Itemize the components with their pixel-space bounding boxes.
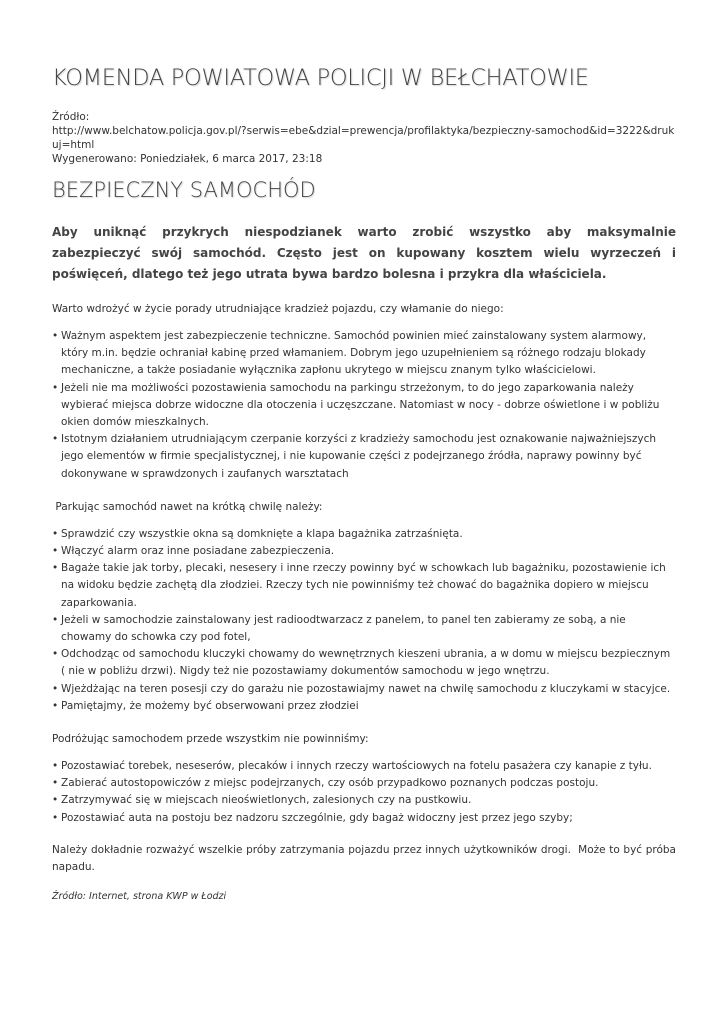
source-block: [52, 110, 676, 166]
list-item-text: Pozostawiać auta na postoju bez nadzoru szczególnie, gdy bagaż widoczny jest przez jego szyby;: [61, 811, 573, 824]
bullet-icon: •: [52, 794, 59, 807]
list-item: [52, 698, 676, 715]
list-item-text: Sprawdzić czy wszystkie okna są domknięte a klapa bagażnika zatrzaśnięta.: [61, 527, 463, 540]
list-item: [52, 775, 676, 792]
bullet-icon: •: [52, 760, 59, 773]
source-note: Źródło: Internet, strona KWP w Łodzi: [52, 890, 227, 902]
intro-paragraph-3: Podróżując samochodem przede wszystkim nie powinniśmy:: [52, 733, 369, 746]
list-item: [52, 526, 676, 543]
list-item: [52, 646, 676, 680]
intro-paragraph-1: Warto wdrożyć w życie porady utrudniające kradzież pojazdu, czy włamanie do niego:: [52, 303, 504, 315]
list-item-text: Odchodząc od samochodu kluczyki chowamy do wewnętrznych kieszeni ubrania, a w domu w miejscu bezpiecznym ( nie w pobliżu drzwi). Nigdy też nie pozostawiamy dokumentów samochodu w jego wnętrzu.: [61, 648, 671, 678]
tips-list-2: [52, 526, 676, 715]
bullet-icon: •: [52, 811, 59, 824]
bullet-icon: •: [52, 527, 59, 540]
list-item: [52, 328, 676, 380]
list-item-text: Bagaże takie jak torby, plecaki, nesesery i inne rzeczy powinny być w schowkach lub bagażniku, pozostawienie ich na widoku będzie zachętą dla złodziei. Rzeczy tych nie powinniśmy też chować do bagażnika dopiero w miejscu zaparkowania.: [61, 562, 666, 609]
list-item: [52, 431, 676, 483]
article-title: BEZPIECZNY SAMOCHÓD: [52, 178, 316, 202]
list-item-text: Istotnym działaniem utrudniającym czerpanie korzyści z kradzieży samochodu jest oznakowanie najważniejszych jego elementów w firmie specjalistycznej, i nie kupowanie części z podejrzanego źródła, naprawy powinny być dokonywane w sprawdzonych i zaufanych warsztatach: [61, 433, 657, 480]
list-item-text: Włączyć alarm oraz inne posiadane zabezpieczenia.: [61, 545, 335, 558]
list-item-text: Pozostawiać torebek, neseserów, plecaków i innych rzeczy wartościowych na fotelu pasażera czy kanapie z tyłu.: [61, 760, 652, 773]
source-label: Źródło:: [52, 111, 90, 123]
bullet-icon: •: [52, 777, 59, 790]
bullet-icon: •: [52, 562, 59, 575]
lead-paragraph: Aby uniknąć przykrych niespodzianek warto zrobić wszystko aby maksymalnie zabezpieczyć swój samochód. Często jest on kupowany kosztem wielu wyrzeczeń i poświęceń, dlatego też jego utrata bywa bardzo bolesna i przykra dla właściciela.: [52, 225, 676, 281]
list-item: [52, 543, 676, 560]
tips-list-3: [52, 758, 676, 827]
list-item-text: Wjeżdżając na teren posesji czy do garażu nie pozostawiajmy nawet na chwilę samochodu z kluczykami w stacyjce.: [61, 682, 671, 695]
list-item: [52, 380, 676, 432]
list-item: [52, 560, 676, 612]
list-item: [52, 810, 676, 827]
list-item-text: Ważnym aspektem jest zabezpieczenie techniczne. Samochód powinien mieć zainstalowany system alarmowy, który m.in. będzie ochraniał kabinę przed włamaniem. Dobrym jego uzupełnieniem są różnego rodzaju blokady mechaniczne, a także posiadanie wyłącznika zapłonu ukrytego w miejscu znanym tylko właścicielowi.: [61, 330, 647, 377]
closing-paragraph: Należy dokładnie rozważyć wszelkie próby zatrzymania pojazdu przez innych użytkowników drogi. Może to być próba napadu.: [52, 843, 680, 873]
document-page: [52, 60, 680, 904]
bullet-icon: •: [52, 545, 59, 558]
list-item-text: Pamiętajmy, że możemy być obserwowani przez złodziei: [61, 699, 359, 712]
generated-date: Wygenerowano: Poniedziałek, 6 marca 2017, 23:18: [52, 153, 323, 165]
list-item: [52, 792, 676, 809]
intro-paragraph-2: Parkując samochód nawet na krótką chwilę należy:: [52, 500, 323, 513]
bullet-icon: •: [52, 648, 59, 661]
source-url: http://www.belchatow.policja.gov.pl/?serwis=ebe&dzial=prewencja/profilaktyka/bezpieczny-samochod&id=3222&drukuj=html: [52, 125, 675, 151]
list-item-text: Zabierać autostopowiczów z miejsc podejrzanych, czy osób przypadkowo poznanych podczas postoju.: [61, 777, 599, 790]
list-item-text: Jeżeli nie ma możliwości pozostawienia samochodu na parkingu strzeżonym, to do jego zaparkowania należy wybierać miejsca dobrze widoczne dla otoczenia i uczęszczane. Natomiast w nocy - dobrze oświetlone i w pobliżu okien domów mieszkalnych.: [61, 381, 660, 429]
page-title: KOMENDA POWIATOWA POLICJI W BEŁCHATOWIE: [52, 65, 589, 91]
bullet-icon: •: [52, 433, 59, 446]
bullet-icon: •: [52, 613, 59, 626]
list-item: [52, 681, 676, 698]
bullet-icon: •: [52, 381, 59, 394]
bullet-icon: •: [52, 699, 59, 712]
list-item: [52, 612, 676, 646]
list-item: [52, 758, 676, 775]
tips-list-1: [52, 328, 676, 483]
bullet-icon: •: [52, 330, 59, 342]
list-item-text: Jeżeli w samochodzie zainstalowany jest radioodtwarzacz z panelem, to panel ten zabieramy ze sobą, a nie chowamy do schowka czy pod fotel,: [61, 613, 626, 644]
list-item-text: Zatrzymywać się w miejscach nieoświetlonych, zalesionych czy na pustkowiu.: [61, 794, 472, 807]
bullet-icon: •: [52, 682, 59, 695]
